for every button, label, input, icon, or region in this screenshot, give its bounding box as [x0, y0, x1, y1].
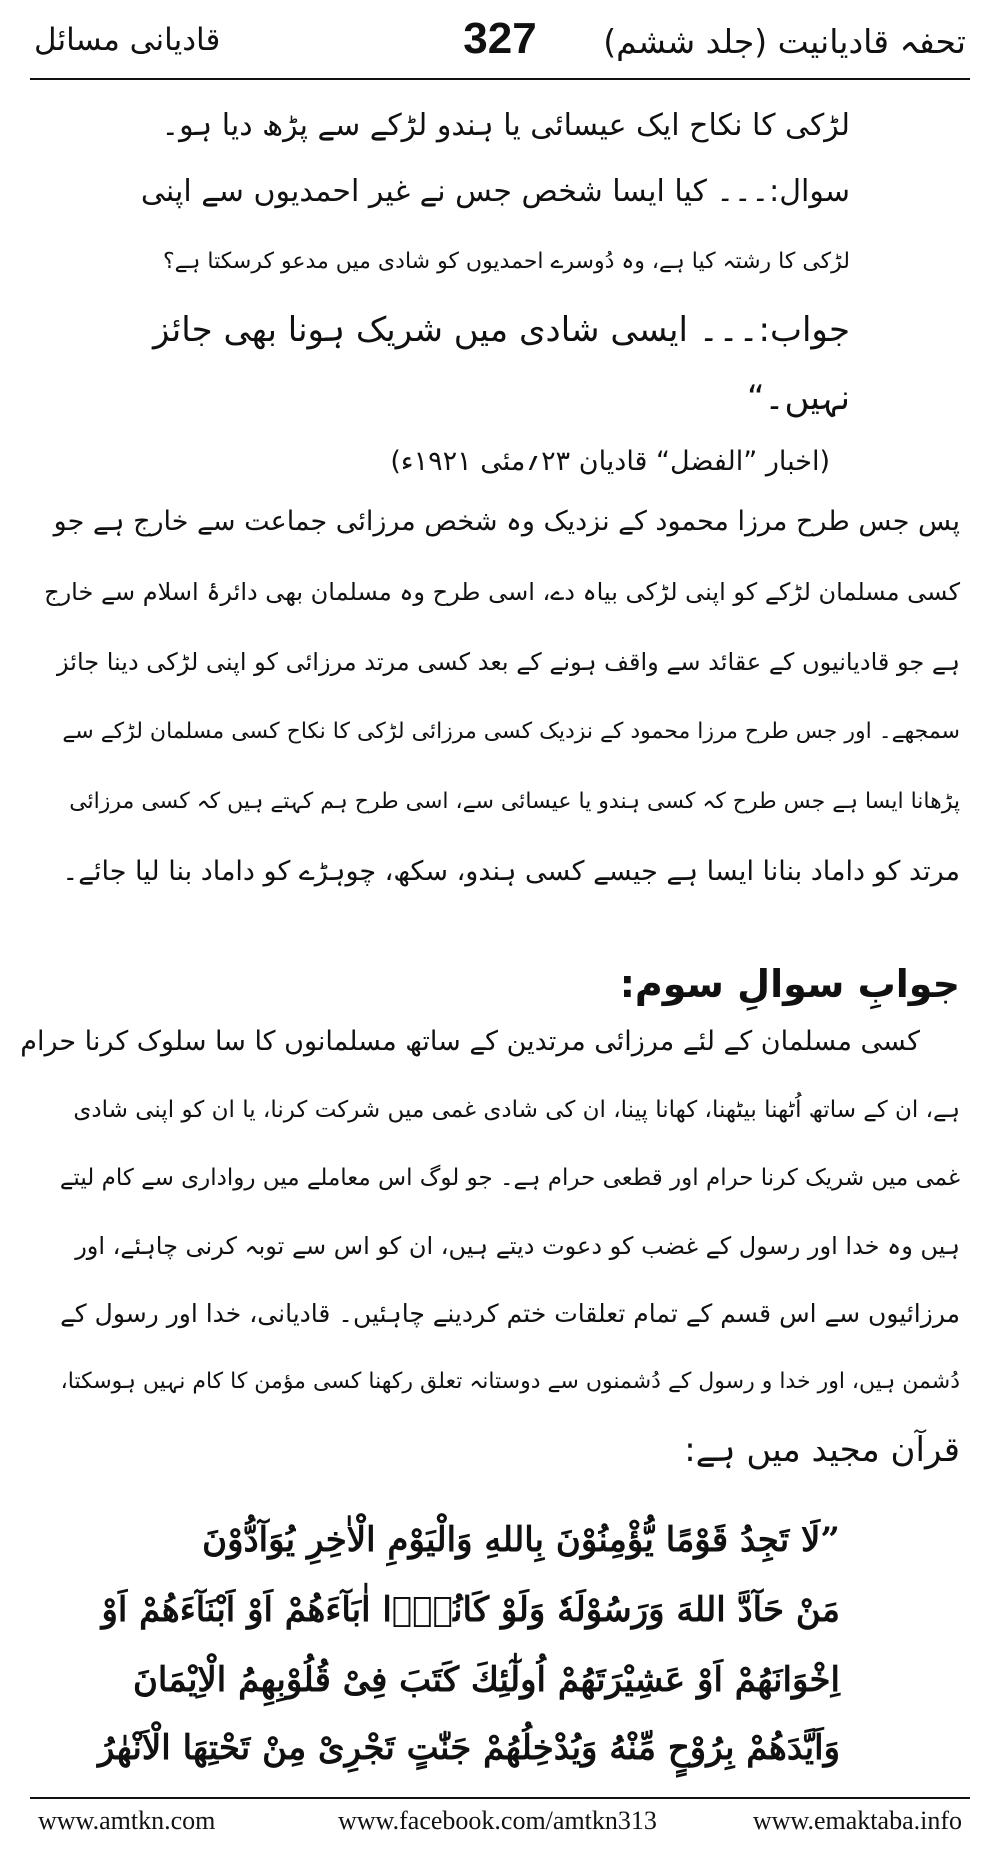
ayah-line: ”لَا تَجِدُ قَوْمًا یُّؤْمِنُوْنَ بِاللهِ وَالْیَوْمِ الْاٰخِرِ یُوَآدُّوْنَ — [202, 1520, 840, 1560]
paragraph-line: ہیں وہ خدا اور رسول کے غضب کو دعوت دیتے ہیں، ان کو اس سے توبہ کرنی چاہئے، اور — [75, 1232, 960, 1260]
footer-link-emaktaba[interactable]: www.emaktaba.info — [752, 1806, 962, 1835]
quote-line: جواب:۔۔۔ ایسی شادی میں شریک ہونا بھی جائز — [153, 310, 850, 350]
footer-link-amtkn[interactable]: www.amtkn.com — [38, 1806, 216, 1835]
page-number: 327 — [463, 14, 537, 63]
quote-line: نہیں۔“ — [746, 378, 850, 418]
paragraph-line: کسی مسلمان لڑکے کو اپنی لڑکی بیاہ دے، اسی طرح وہ مسلمان بھی دائرۂ اسلام سے خارج — [44, 578, 960, 606]
footer-link-facebook[interactable]: www.facebook.com/amtkn313 — [338, 1806, 657, 1835]
paragraph-line: دُشمن ہیں، اور خدا و رسول کے دُشمنوں سے دوستانہ تعلق رکھنا کسی مؤمن کا کام نہیں ہوسکتا، — [60, 1369, 960, 1394]
paragraph-1 — [40, 492, 960, 912]
footer-rule — [30, 1797, 970, 1799]
paragraph-line: سمجھے۔ اور جس طرح مرزا محمود کے نزدیک کسی مرزائی لڑکی کا نکاح کسی مسلمان لڑکے سے — [62, 719, 960, 744]
paragraph-line: مرزائیوں سے اس قسم کے تمام تعلقات ختم کردینے چاہئیں۔ قادیانی، خدا اور رسول کے — [60, 1299, 960, 1328]
ayah-line: اِخْوَانَهُمْ اَوْ عَشِیْرَتَهُمْ اُولٰٓئِكَ كَتَبَ فِیْ قُلُوْبِهِمُ الْاِیْمَانَ — [132, 1660, 840, 1700]
page-header — [34, 14, 966, 74]
quote-line: سوال:۔۔۔ کیا ایسا شخص جس نے غیر احمدیوں سے اپنی — [140, 174, 850, 209]
section-heading: جوابِ سوالِ سوم: — [619, 962, 960, 1006]
ayah-line: وَاَیَّدَهُمْ بِرُوْحٍ مِّنْهُ وَیُدْخِلُهُمْ جَنّٰتٍ تَجْرِیْ مِنْ تَحْتِهَا الْاَنْهٰرُ — [98, 1728, 840, 1768]
ayah-line: مَنْ حَآدَّ اللهَ وَرَسُوْلَهٗ وَلَوْ كَانُوْۤا اٰبَآءَهُمْ اَوْ اَبْنَآءَهُمْ اَوْ — [101, 1590, 840, 1630]
paragraph-line: ہے، ان کے ساتھ اُٹھنا بیٹھنا، کھانا پینا، ان کی شادی غمی میں شرکت کرنا، یا ان کو اپنی شادی — [73, 1097, 960, 1123]
paragraph-line: پڑھانا ایسا ہے جس طرح کہ کسی ہندو یا عیسائی سے، اسی طرح ہم کہتے ہیں کہ کسی مرزائی — [69, 789, 960, 814]
page-footer — [38, 1806, 962, 1842]
paragraph-line: کسی مسلمان کے لئے مرزائی مرتدین کے ساتھ مسلمانوں کا سا سلوک کرنا حرام — [20, 1026, 920, 1057]
chapter-title: قادیانی مسائل — [34, 22, 221, 58]
quote-line: لڑکی کا نکاح ایک عیسائی یا ہندو لڑکے سے پڑھ دیا ہو۔ — [161, 108, 850, 143]
header-rule — [30, 78, 970, 80]
paragraph-line: پس جس طرح مرزا محمود کے نزدیک وہ شخص مرزائی جماعت سے خارج ہے جو — [53, 506, 960, 537]
paragraph-line: مرتد کو داماد بنانا ایسا ہے جیسے کسی ہندو، سکھ، چوہڑے کو داماد بنا لیا جائے۔ — [62, 856, 960, 887]
book-title: تحفہ قادیانیت (جلد ششم) — [603, 22, 966, 61]
paragraph-line: غمی میں شریک کرنا حرام اور قطعی حرام ہے۔ جو لوگ اس معاملے میں رواداری سے کام لیتے — [59, 1165, 960, 1191]
quote-line: لڑکی کا رشتہ کیا ہے، وہ دُوسرے احمدیوں کو شادی میں مدعو کرسکتا ہے؟ — [162, 249, 850, 274]
quote-block — [140, 96, 850, 436]
paragraph-line: قرآن مجید میں ہے: — [684, 1430, 960, 1470]
paragraph-2 — [20, 1012, 960, 1482]
paragraph-line: ہے جو قادیانیوں کے عقائد سے واقف ہونے کے بعد کسی مرتد مرزائی کو اپنی لڑکی دینا جائز — [57, 648, 960, 676]
quote-reference: (اخبار ”الفضل“ قادیان ۲۳؍مئی ۱۹۲۱ء) — [390, 446, 830, 477]
